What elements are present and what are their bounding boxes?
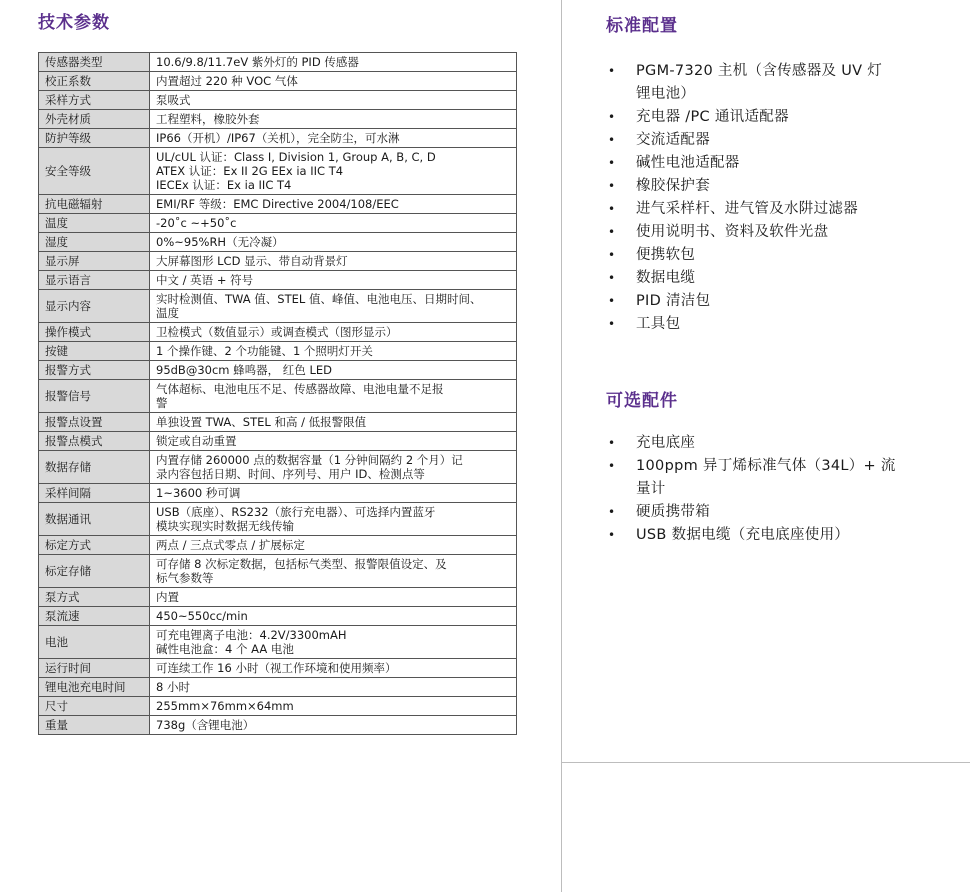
spec-value-line: 450~550cc/min [156, 609, 248, 623]
spec-row [39, 451, 517, 484]
spec-row [39, 588, 517, 607]
standard-config-item [606, 175, 926, 198]
spec-value [150, 323, 517, 342]
spec-value [150, 129, 517, 148]
spec-label: 抗电磁辐射 [39, 195, 150, 214]
spec-label: 泵流速 [39, 607, 150, 626]
spec-row [39, 716, 517, 735]
bullet-icon: • [608, 133, 616, 147]
standard-config-item [606, 152, 926, 175]
spec-value-line: 0%~95%RH（无冷凝） [156, 235, 284, 249]
list-item-text: PGM-7320 主机（含传感器及 UV 灯 [636, 63, 883, 79]
spec-label: 电池 [39, 626, 150, 659]
spec-row [39, 129, 517, 148]
spec-label: 报警点设置 [39, 413, 150, 432]
bullet-icon: • [608, 110, 616, 124]
spec-value-line: 泵吸式 [156, 93, 191, 107]
vertical-divider [561, 0, 562, 892]
optional-accessory-item [606, 455, 926, 501]
spec-value [150, 271, 517, 290]
spec-value-line: 录内容包括日期、时间、序列号、用户 ID、检测点等 [156, 467, 425, 481]
spec-value [150, 91, 517, 110]
standard-config-item [606, 198, 926, 221]
spec-value-line: -20˚c ~+50˚c [156, 216, 237, 230]
standard-config-item [606, 313, 926, 336]
list-item-text: 交流适配器 [636, 132, 710, 148]
list-item-text: 数据电缆 [636, 270, 696, 286]
spec-value-line: 可连续工作 16 小时（视工作环境和使用频率） [156, 661, 397, 675]
spec-value [150, 233, 517, 252]
spec-row [39, 678, 517, 697]
optional-accessory-item [606, 524, 926, 547]
spec-label: 显示语言 [39, 271, 150, 290]
spec-value-line: 卫检模式（数值显示）或调查模式（图形显示） [156, 325, 398, 339]
bullet-icon: • [608, 528, 616, 542]
bullet-icon: • [608, 505, 616, 519]
spec-value [150, 626, 517, 659]
list-item-text: 充电器 /PC 通讯适配器 [636, 109, 789, 125]
spec-label: 湿度 [39, 233, 150, 252]
list-item-text: 进气采样杆、进气管及水阱过滤器 [636, 201, 858, 217]
spec-value-line: 95dB@30cm 蜂鸣器， 红色 LED [156, 363, 332, 377]
spec-value [150, 290, 517, 323]
spec-value-line: 实时检测值、TWA 值、STEL 值、峰值、电池电压、日期时间、 [156, 292, 482, 306]
standard-config-item [606, 267, 926, 290]
spec-row [39, 503, 517, 536]
spec-value-line: EMI/RF 等级：EMC Directive 2004/108/EEC [156, 197, 399, 211]
spec-value-line: 255mm×76mm×64mm [156, 699, 294, 713]
spec-row [39, 271, 517, 290]
standard-config-item [606, 60, 926, 106]
spec-row [39, 607, 517, 626]
bullet-icon: • [608, 294, 616, 308]
spec-row [39, 91, 517, 110]
spec-label: 操作模式 [39, 323, 150, 342]
spec-label: 显示内容 [39, 290, 150, 323]
spec-label: 标定存储 [39, 555, 150, 588]
spec-value-line: ATEX 认证：Ex II 2G EEx ia IIC T4 [156, 164, 344, 178]
bullet-icon: • [608, 225, 616, 239]
list-item-text: 使用说明书、资料及软件光盘 [636, 224, 829, 240]
spec-value-line: 可存储 8 次标定数据，包括标气类型、报警限值设定、及 [156, 557, 447, 571]
spec-value-line: 温度 [156, 306, 179, 320]
list-item-text: 碱性电池适配器 [636, 155, 740, 171]
standard-config-item [606, 244, 926, 267]
spec-value-line: UL/cUL 认证：Class I, Division 1, Group A, B, C, D [156, 150, 436, 164]
spec-value-line: 可充电锂离子电池：4.2V/3300mAH [156, 628, 347, 642]
spec-value-line: 大屏幕图形 LCD 显示、带自动背景灯 [156, 254, 348, 268]
list-item-text: 橡胶保护套 [636, 178, 710, 194]
list-item-text: 锂电池） [636, 86, 696, 102]
list-item-text: PID 清洁包 [636, 293, 711, 309]
spec-label: 报警点模式 [39, 432, 150, 451]
spec-row [39, 72, 517, 91]
spec-value-line: 8 小时 [156, 680, 190, 694]
spec-value [150, 380, 517, 413]
list-item-text: 量计 [636, 481, 666, 497]
standard-config-item [606, 129, 926, 152]
spec-value [150, 536, 517, 555]
spec-value [150, 659, 517, 678]
spec-row [39, 380, 517, 413]
bullet-icon: • [608, 179, 616, 193]
spec-row [39, 342, 517, 361]
spec-value [150, 432, 517, 451]
spec-row [39, 148, 517, 195]
spec-label: 运行时间 [39, 659, 150, 678]
spec-value-line: USB（底座）、RS232（旅行充电器）、可选择内置蓝牙 [156, 505, 436, 519]
spec-label: 泵方式 [39, 588, 150, 607]
optional-accessory-item [606, 432, 926, 455]
horizontal-divider [562, 762, 970, 763]
spec-table-body [39, 53, 517, 735]
spec-value-line: 10.6/9.8/11.7eV 紫外灯的 PID 传感器 [156, 55, 359, 69]
spec-label: 按键 [39, 342, 150, 361]
spec-label: 防护等级 [39, 129, 150, 148]
spec-label: 数据通讯 [39, 503, 150, 536]
spec-value [150, 53, 517, 72]
spec-value-line: 1~3600 秒可调 [156, 486, 241, 500]
spec-label: 锂电池充电时间 [39, 678, 150, 697]
spec-value-line: IP66（开机）/IP67（关机），完全防尘，可水淋 [156, 131, 400, 145]
spec-value [150, 716, 517, 735]
spec-label: 报警方式 [39, 361, 150, 380]
spec-value-line: 碱性电池盒：4 个 AA 电池 [156, 642, 294, 656]
spec-value-line: 警 [156, 396, 168, 410]
spec-row [39, 290, 517, 323]
spec-row [39, 536, 517, 555]
standard-config-item [606, 290, 926, 313]
standard-config-title: 标准配置 [606, 16, 678, 36]
spec-label: 显示屏 [39, 252, 150, 271]
bullet-icon: • [608, 317, 616, 331]
optional-accessories-title: 可选配件 [606, 391, 678, 411]
optional-accessories-list [606, 432, 926, 547]
spec-row [39, 697, 517, 716]
optional-accessory-item [606, 501, 926, 524]
spec-value-line: 内置存储 260000 点的数据容量（1 分钟间隔约 2 个月）记 [156, 453, 463, 467]
spec-value-line: 模块实现实时数据无线传输 [156, 519, 294, 533]
spec-value [150, 503, 517, 536]
spec-label: 报警信号 [39, 380, 150, 413]
spec-value [150, 413, 517, 432]
standard-config-item [606, 221, 926, 244]
list-item-text: USB 数据电缆（充电底座使用） [636, 527, 850, 543]
bullet-icon: • [608, 202, 616, 216]
list-item-text: 充电底座 [636, 435, 696, 451]
spec-value [150, 607, 517, 626]
spec-label: 外壳材质 [39, 110, 150, 129]
spec-label: 采样间隔 [39, 484, 150, 503]
spec-value-line: 中文 / 英语 + 符号 [156, 273, 254, 287]
spec-label: 采样方式 [39, 91, 150, 110]
spec-value-line: 标气参数等 [156, 571, 214, 585]
spec-label: 安全等级 [39, 148, 150, 195]
bullet-icon: • [608, 271, 616, 285]
bullet-icon: • [608, 436, 616, 450]
spec-row [39, 110, 517, 129]
spec-value-line: 1 个操作键、2 个功能键、1 个照明灯开关 [156, 344, 373, 358]
spec-row [39, 659, 517, 678]
spec-value [150, 252, 517, 271]
spec-row [39, 361, 517, 380]
spec-row [39, 195, 517, 214]
spec-label: 温度 [39, 214, 150, 233]
spec-value [150, 451, 517, 484]
spec-row [39, 626, 517, 659]
spec-value-line: 内置超过 220 种 VOC 气体 [156, 74, 298, 88]
list-item-text: 硬质携带箱 [636, 504, 710, 520]
list-item-text: 便携软包 [636, 247, 696, 263]
spec-value-line: 锁定或自动重置 [156, 434, 237, 448]
bullet-icon: • [608, 459, 616, 473]
spec-label: 传感器类型 [39, 53, 150, 72]
spec-value-line: 单独设置 TWA、STEL 和高 / 低报警限值 [156, 415, 367, 429]
spec-value [150, 555, 517, 588]
list-item-text: 100ppm 异丁烯标准气体（34L）+ 流 [636, 458, 896, 474]
tech-specs-title: 技术参数 [38, 13, 110, 33]
spec-label: 校正系数 [39, 72, 150, 91]
spec-value-line: 两点 / 三点式零点 / 扩展标定 [156, 538, 305, 552]
spec-label: 数据存储 [39, 451, 150, 484]
spec-table [38, 52, 517, 735]
spec-value [150, 195, 517, 214]
spec-value-line: 内置 [156, 590, 179, 604]
spec-row [39, 413, 517, 432]
spec-row [39, 53, 517, 72]
standard-config-list [606, 60, 926, 336]
spec-value [150, 361, 517, 380]
spec-row [39, 555, 517, 588]
spec-label: 标定方式 [39, 536, 150, 555]
spec-row [39, 432, 517, 451]
spec-value-line: 气体超标、电池电压不足、传感器故障、电池电量不足报 [156, 382, 444, 396]
spec-value [150, 148, 517, 195]
spec-value-line: 工程塑料，橡胶外套 [156, 112, 260, 126]
spec-value-line: 738g（含锂电池） [156, 718, 255, 732]
spec-value [150, 678, 517, 697]
spec-value [150, 697, 517, 716]
list-item-text: 工具包 [636, 316, 681, 332]
spec-row [39, 233, 517, 252]
spec-value [150, 342, 517, 361]
spec-value-line: IECEx 认证：Ex ia IIC T4 [156, 178, 292, 192]
standard-config-item [606, 106, 926, 129]
spec-row [39, 252, 517, 271]
spec-label: 尺寸 [39, 697, 150, 716]
spec-label: 重量 [39, 716, 150, 735]
bullet-icon: • [608, 64, 616, 78]
spec-value [150, 214, 517, 233]
bullet-icon: • [608, 156, 616, 170]
spec-value [150, 588, 517, 607]
spec-value [150, 484, 517, 503]
spec-value [150, 72, 517, 91]
spec-row [39, 484, 517, 503]
spec-value [150, 110, 517, 129]
bullet-icon: • [608, 248, 616, 262]
spec-row [39, 214, 517, 233]
spec-row [39, 323, 517, 342]
